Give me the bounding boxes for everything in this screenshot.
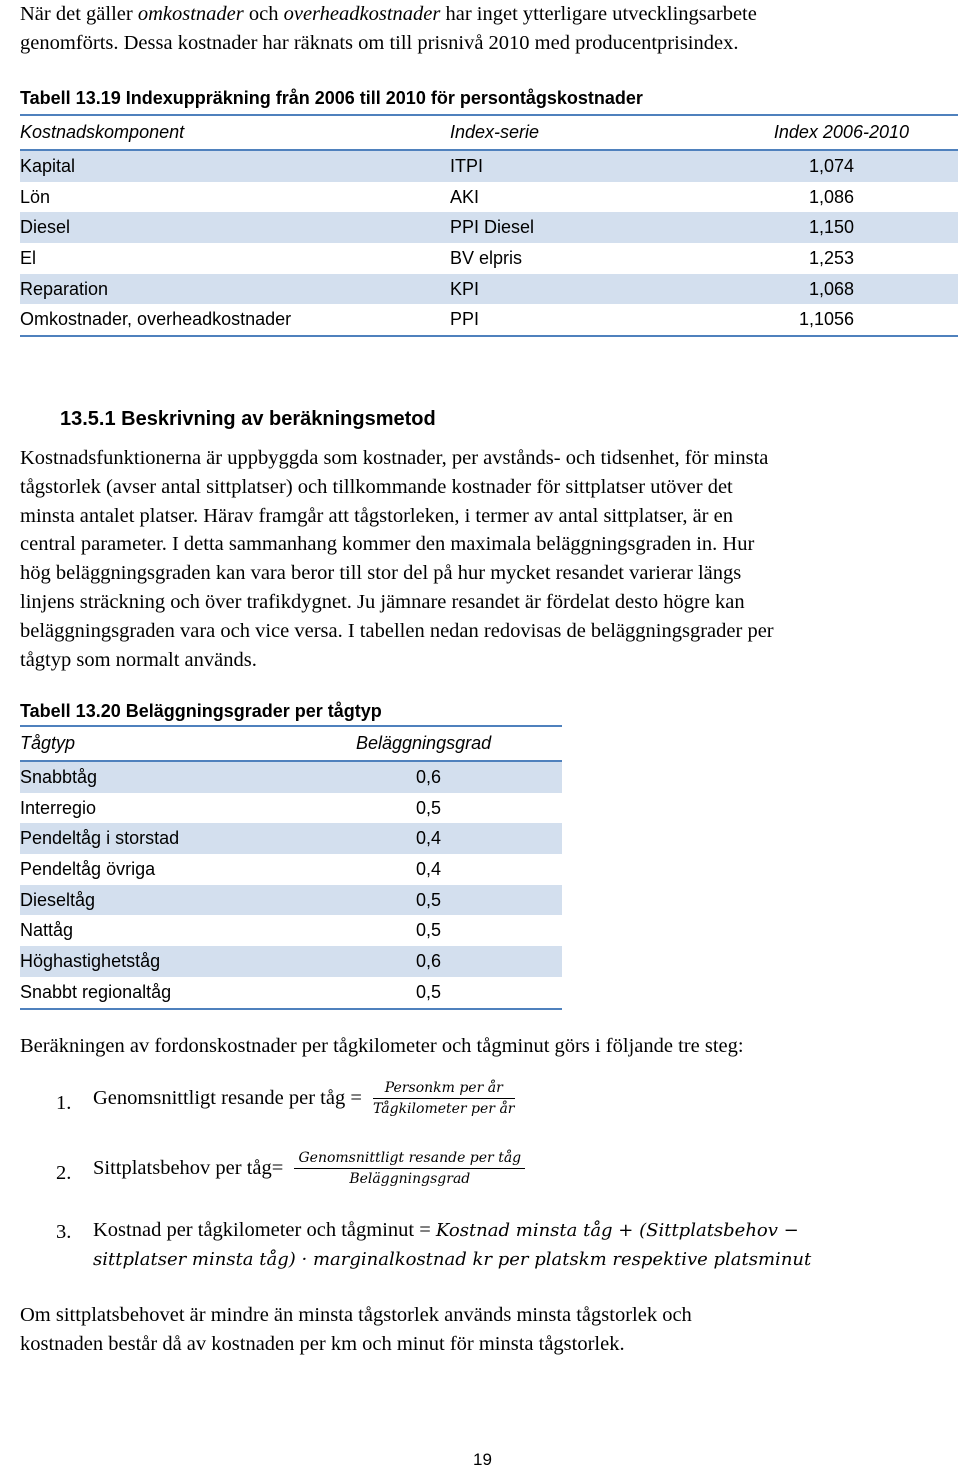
column-header: Beläggningsgrad (356, 733, 492, 753)
column-header: Index-serie (450, 122, 540, 142)
cell: Omkostnader, overheadkostnader (20, 309, 292, 330)
table-row (20, 915, 562, 946)
formula-part: sittplatser minsta tåg) · marginalkostnad kr per platskm respektive platsminut (93, 1249, 812, 1270)
column-header: Tågtyp (20, 733, 76, 753)
cell: Lön (20, 186, 51, 207)
cell: BV elpris (450, 248, 523, 269)
formula-part: Kostnad minsta tåg + (Sittplatsbehov − (435, 1220, 799, 1241)
paragraph-line: tågstorlek (avser antal sittplatser) och tillkommande kostnader för sittplatser utöver det (20, 475, 733, 498)
table-header-row (20, 116, 958, 151)
table-row (20, 946, 562, 977)
table-13-20-caption: Tabell 13.20 Beläggningsgrader per tågtyp (20, 701, 382, 721)
fraction-numerator: Personkm per år (373, 1080, 514, 1099)
paragraph-line: minsta antalet platser. Härav framgår att tågstorleken, i termer av antal sittplatser, är en (20, 504, 733, 527)
step-text: Sittplatsbehov per tåg= (93, 1157, 284, 1179)
paragraph-line: linjens sträckning och över trafikdygnet. Ju jämnare resandet är fördelat desto högre kan (20, 590, 745, 613)
fraction-denominator: Tågkilometer per år (373, 1101, 515, 1117)
cell: 1,086 (808, 186, 854, 207)
step-3 (56, 1219, 936, 1279)
section-paragraph (20, 444, 940, 674)
cell: 1,068 (808, 278, 854, 299)
cell: Snabbt regionaltåg (20, 981, 172, 1002)
step-number: 3. (56, 1221, 72, 1243)
cell: 0,5 (416, 797, 442, 818)
cell: Pendeltåg i storstad (20, 828, 180, 849)
table-row (20, 243, 958, 274)
cell: Höghastighetståg (20, 951, 161, 972)
cell: Nattåg (20, 920, 74, 941)
table-row (20, 151, 958, 182)
table-row (20, 854, 562, 885)
paragraph-line: Om sittplatsbehovet är mindre än minsta tågstorlek används minsta tågstorlek och (20, 1304, 692, 1326)
step-formula (93, 1219, 799, 1242)
steps-intro: Beräkningen av fordonskostnader per tågkilometer och tågminut görs i följande tre steg: (20, 1035, 744, 1057)
cell: 1,150 (808, 217, 854, 238)
section-heading: 13.5.1 Beskrivning av beräkningsmetod (60, 408, 436, 430)
table-row (20, 274, 958, 305)
table-row (20, 793, 562, 824)
cell: Snabbtåg (20, 767, 98, 787)
step-formula (93, 1150, 525, 1187)
paragraph-line: central parameter. I detta sammanhang kommer den maximala beläggningsgraden in. Hur (20, 533, 755, 556)
cell: 0,5 (416, 981, 442, 1002)
cell: PPI (450, 309, 480, 330)
cell: ITPI (450, 156, 484, 176)
cell: Interregio (20, 797, 97, 818)
cell: 0,6 (416, 767, 442, 787)
fraction-denominator: Beläggningsgrad (349, 1171, 471, 1187)
table-13-20 (20, 725, 562, 1010)
cell: PPI Diesel (450, 217, 535, 238)
fraction (294, 1150, 525, 1187)
cell: 0,4 (416, 828, 442, 849)
step-number: 2. (56, 1162, 72, 1184)
cell: 1,253 (808, 248, 854, 269)
table-row (20, 182, 958, 213)
step-number: 1. (56, 1092, 72, 1114)
column-header: Index 2006-2010 (773, 122, 909, 142)
page-number: 19 (473, 1450, 492, 1469)
table-row (20, 212, 958, 243)
table-row (20, 885, 562, 916)
cell: Pendeltåg övriga (20, 859, 156, 880)
table-header-row (20, 727, 562, 762)
column-header: Kostnadskomponent (20, 122, 185, 142)
table-row (20, 304, 958, 335)
paragraph-line: hög beläggningsgraden kan vara beror till stor del på hur mycket resandet varierar längs (20, 562, 742, 585)
fraction-numerator: Genomsnittligt resande per tåg (294, 1150, 525, 1169)
cell: 0,6 (416, 951, 442, 972)
cell: 0,4 (416, 859, 442, 880)
closing-paragraph (20, 1301, 940, 1359)
cell: Reparation (20, 278, 109, 299)
table-13-19 (20, 114, 958, 337)
paragraph-line: Kostnadsfunktionerna är uppbyggda som kostnader, per avstånds- och tidsenhet, för minsta (20, 447, 769, 469)
fraction (373, 1080, 514, 1117)
intro-paragraph (20, 0, 940, 58)
step-text: Kostnad per tågkilometer och tågminut = (93, 1219, 436, 1241)
paragraph-line: kostnaden består då av kostnaden per km och minut för minsta tågstorlek. (20, 1332, 625, 1355)
cell: 0,5 (416, 920, 442, 941)
cell: 1,074 (808, 156, 854, 176)
cell: 0,5 (416, 889, 442, 910)
cell: Dieseltåg (20, 889, 96, 910)
table-row (20, 823, 562, 854)
step-formula (93, 1080, 515, 1117)
table-13-19-caption: Tabell 13.19 Indexuppräkning från 2006 till 2010 för persontågskostnader (20, 88, 643, 108)
step-text: Genomsnittligt resande per tåg = (93, 1087, 362, 1109)
paragraph-line: beläggningsgraden vara och vice versa. I tabellen nedan redovisas de beläggningsgrader per (20, 619, 774, 642)
cell: Kapital (20, 156, 76, 176)
paragraph-line: tågtyp som normalt används. (20, 648, 257, 671)
cell: 1,1056 (798, 309, 854, 330)
table-row (20, 977, 562, 1008)
cell: KPI (450, 278, 480, 299)
cell: El (20, 248, 37, 269)
intro-line-1: När det gäller omkostnader och overheadkostnader har inget ytterligare utvecklingsarbete (20, 3, 757, 25)
table-row (20, 762, 562, 793)
cell: Diesel (20, 217, 71, 238)
cell: AKI (450, 186, 480, 207)
intro-line-2: genomförts. Dessa kostnader har räknats om till prisnivå 2010 med producentprisindex. (20, 32, 739, 54)
